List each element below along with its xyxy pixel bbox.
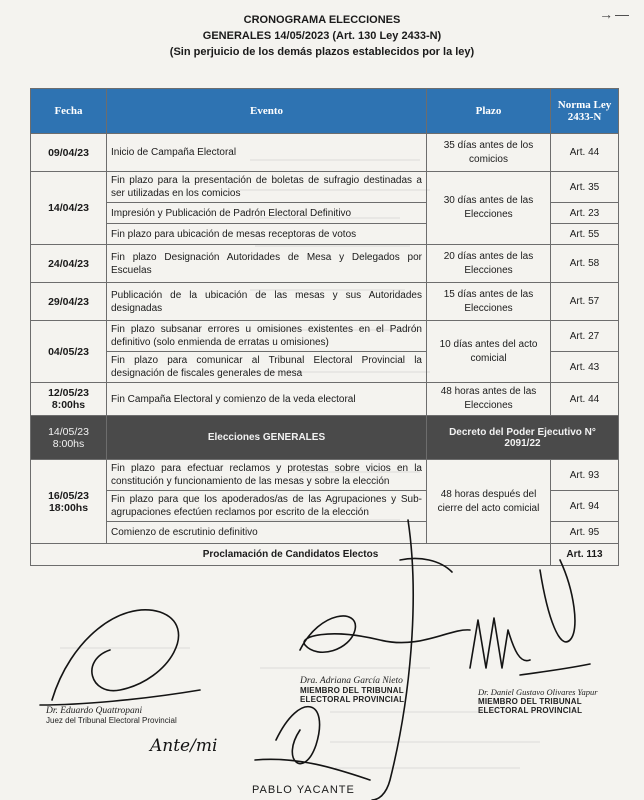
norma-cell: Art. 58 — [551, 245, 619, 283]
plazo-cell: 35 días antes de los comicios — [427, 134, 551, 172]
bottom-name: PABLO YACANTE — [252, 784, 355, 796]
table-row — [31, 134, 619, 172]
plazo-cell: 48 horas después del cierre del acto comicial — [427, 460, 551, 544]
signatory-name: Dr. Daniel Gustavo Olivares Yapur — [478, 687, 598, 697]
column-header-evento: Evento — [107, 89, 427, 134]
evento-cell: Fin plazo para la presentación de boletas de sufragio destinadas a ser utilizadas en los comicios — [107, 172, 427, 203]
fecha-cell: 04/05/23 — [31, 321, 107, 383]
signatory-name: Dra. Adriana García Nieto — [300, 676, 403, 686]
norma-cell: Art. 35 — [551, 172, 619, 203]
norma-cell: Art. 43 — [551, 352, 619, 383]
signature-block-garcia-nieto — [300, 677, 450, 704]
evento-cell: Publicación de la ubicación de las mesas y sus Autoridades designadas — [107, 283, 427, 321]
norma-cell: Art. 93 — [551, 460, 619, 491]
norma-cell: Art. 113 — [551, 544, 619, 566]
handwritten-ante-mi: Ante/mi — [150, 736, 218, 756]
evento-cell: Fin plazo subsanar errores u omisiones existentes en el Padrón definitivo (solo enmienda de erratas u omisiones) — [107, 321, 427, 352]
table-row — [31, 544, 619, 566]
fecha-cell: 16/05/23 18:00hs — [31, 460, 107, 544]
evento-cell: Fin plazo para que los apoderados/as de las Agrupaciones y Sub-agrupaciones efectúen reclamos por escrito de la elección — [107, 491, 427, 522]
norma-cell: Art. 55 — [551, 224, 619, 245]
evento-cell: Fin Campaña Electoral y comienzo de la veda electoral — [107, 383, 427, 416]
column-header-plazo: Plazo — [427, 89, 551, 134]
norma-cell: Art. 44 — [551, 383, 619, 416]
title-line-3: (Sin perjuicio de los demás plazos establecidos por la ley) — [169, 46, 475, 58]
schedule-table — [30, 88, 619, 566]
plazo-cell: 20 días antes de las Elecciones — [427, 245, 551, 283]
election-day-row — [31, 416, 619, 460]
signatory-role: MIEMBRO DEL TRIBUNAL — [300, 686, 404, 695]
table-row — [31, 283, 619, 321]
signatory-name: Dr. Eduardo Quattropani — [46, 706, 143, 716]
fecha-cell: 09/04/23 — [31, 134, 107, 172]
norma-cell: Art. 23 — [551, 203, 619, 224]
norma-cell: Art. 94 — [551, 491, 619, 522]
table-row — [31, 383, 619, 416]
signatory-role: MIEMBRO DEL TRIBUNAL — [478, 697, 582, 706]
norma-cell: Art. 95 — [551, 522, 619, 544]
plazo-cell: 15 días antes de las Elecciones — [427, 283, 551, 321]
fecha-cell: 29/04/23 — [31, 283, 107, 321]
evento-cell: Fin plazo Designación Autoridades de Mesa y Delegados por Escuelas — [107, 245, 427, 283]
signature-block-olivares-yapur — [478, 688, 638, 715]
evento-cell: Fin plazo para efectuar reclamos y protestas sobre vicios en la constitución y funcionamiento de las mesas y sobre la elección — [107, 460, 427, 491]
signature-block-quattropani — [46, 707, 196, 725]
plazo-cell: 10 días antes del acto comicial — [427, 321, 551, 383]
column-header-norma: Norma Ley 2433-N — [551, 89, 619, 134]
table-header-row — [31, 89, 619, 134]
norma-cell: Art. 44 — [551, 134, 619, 172]
column-header-fecha: Fecha — [31, 89, 107, 134]
table-row — [31, 460, 619, 491]
title-line-2: GENERALES 14/05/2023 (Art. 130 Ley 2433-N) — [202, 30, 442, 42]
norma-cell: Art. 27 — [551, 321, 619, 352]
table-row — [31, 245, 619, 283]
signatory-role: Juez del Tribunal Electoral Provincial — [46, 716, 177, 725]
title-line-1: CRONOGRAMA ELECCIONES — [243, 14, 401, 26]
evento-cell: Impresión y Publicación de Padrón Electoral Definitivo — [107, 203, 427, 224]
evento-cell: Comienzo de escrutinio definitivo — [107, 522, 427, 544]
table-row — [31, 172, 619, 203]
fecha-cell: 14/05/23 8:00hs — [31, 416, 107, 460]
plazo-cell: 48 horas antes de las Elecciones — [427, 383, 551, 416]
evento-cell: Proclamación de Candidatos Electos — [31, 544, 551, 566]
signatory-role: ELECTORAL PROVINCIAL — [300, 695, 405, 704]
evento-cell: Inicio de Campaña Electoral — [107, 134, 427, 172]
norma-cell: Art. 57 — [551, 283, 619, 321]
fecha-cell: 12/05/23 8:00hs — [31, 383, 107, 416]
table-row — [31, 321, 619, 352]
evento-cell: Fin plazo para comunicar al Tribunal Electoral Provincial la designación de fiscales generales de mesa — [107, 352, 427, 383]
plazo-cell: 30 días antes de las Elecciones — [427, 172, 551, 245]
plazo-cell: Decreto del Poder Ejecutivo N° 2091/22 — [427, 416, 619, 460]
evento-cell: Fin plazo para ubicación de mesas receptoras de votos — [107, 224, 427, 245]
corner-mark: → — — [599, 6, 628, 22]
fecha-cell: 24/04/23 — [31, 245, 107, 283]
evento-cell: Elecciones GENERALES — [107, 416, 427, 460]
signatory-role: ELECTORAL PROVINCIAL — [478, 706, 583, 715]
fecha-cell: 14/04/23 — [31, 172, 107, 245]
